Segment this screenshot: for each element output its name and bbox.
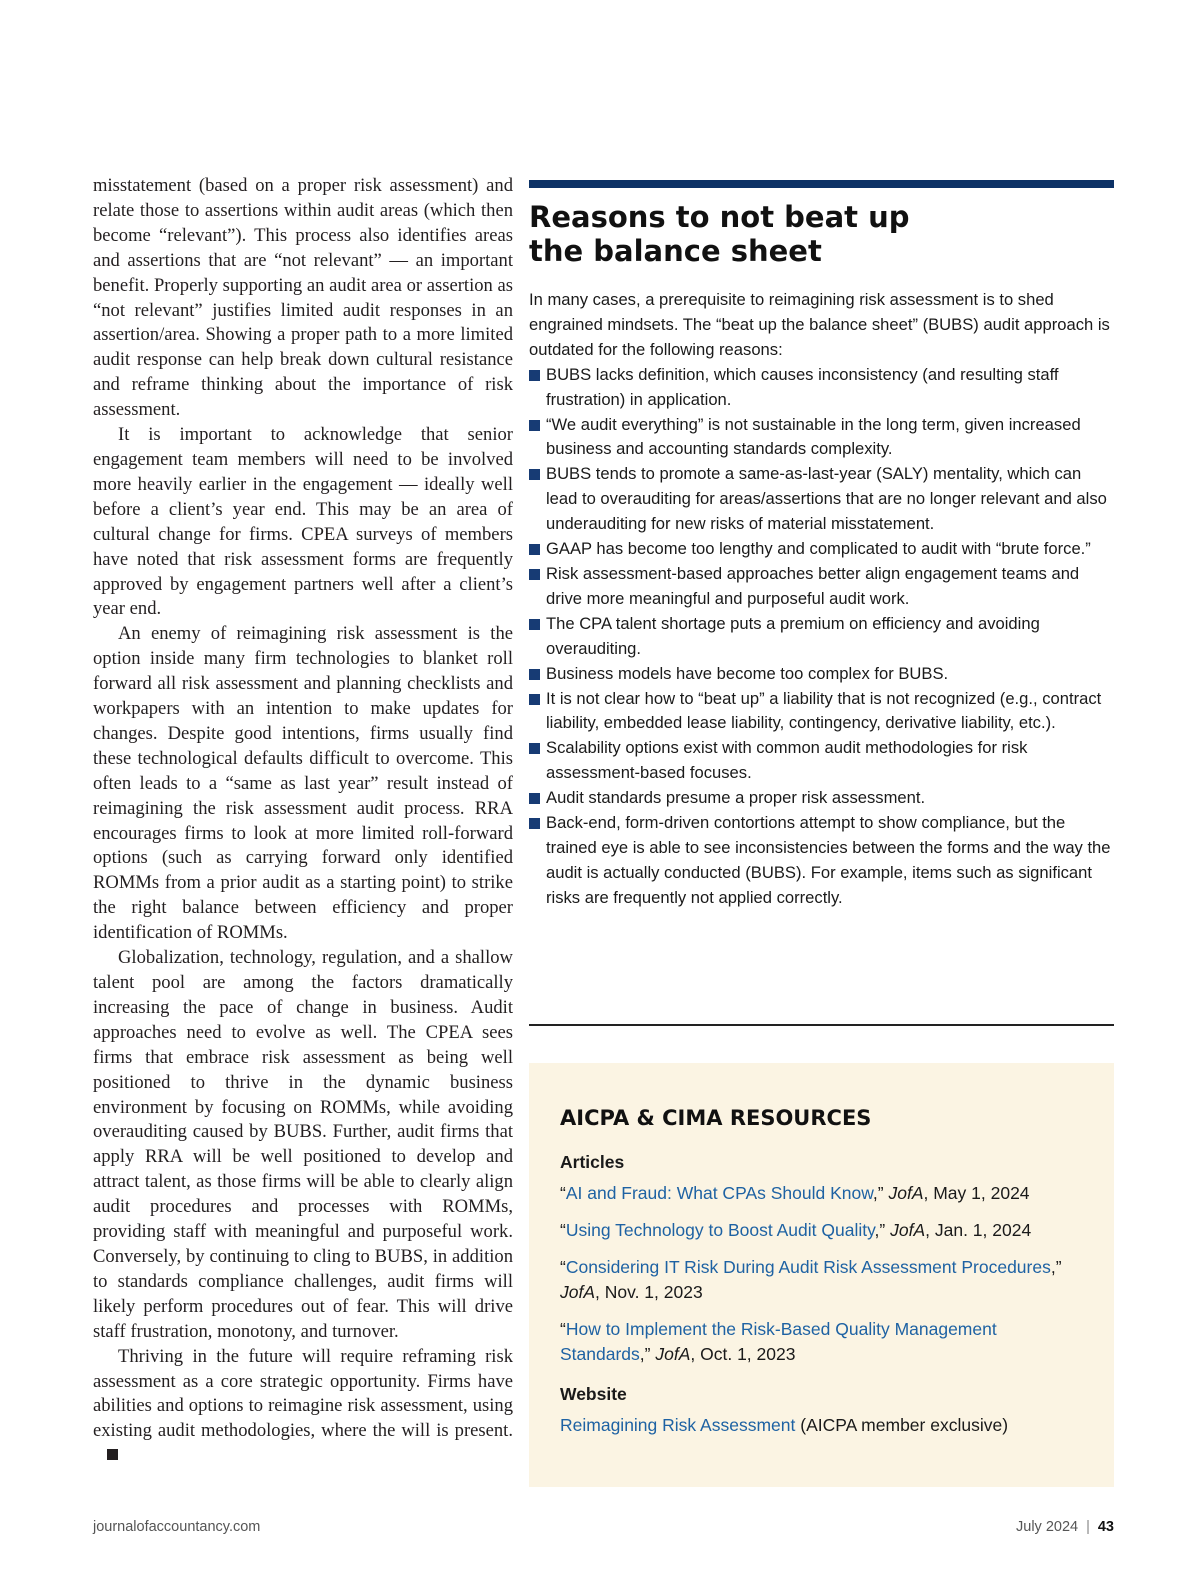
article-column	[93, 174, 513, 1469]
page-number: 43	[1097, 1519, 1114, 1535]
close-quote: ,”	[872, 1183, 884, 1203]
article-paragraph: Globalization, technology, regulation, and a shallow talent pool are among the factors dramatically increasing the pace of change in business. Audit approaches need to evolve as well. The CPEA sees firms that embrace risk assessment as being well positioned to thrive in the dynamic business environment by focusing on ROMMs, while avoiding overauditing caused by BUBS. Further, audit firms that apply RRA will be well positioned to develop and attract talent, as those firms will be able to clearly align audit procedures and processes with ROMMs, providing staff with meaningful and purposeful work. Conversely, by continuing to cling to BUBS, in addition to standards compliance challenges, audit firms will likely perform procedures out of fear. This will drive staff frustration, monotony, and turnover.	[93, 947, 513, 1342]
square-bullet-icon	[529, 569, 540, 580]
footer-issue: July 2024	[1016, 1519, 1079, 1535]
open-quote: “	[560, 1257, 566, 1277]
footer-url[interactable]: journalofaccountancy.com	[93, 1519, 261, 1535]
sidebar-bottom-rule	[529, 1024, 1114, 1026]
reason-text: BUBS tends to promote a same-as-last-year (SALY) mentality, which can lead to overauditing for areas/assertions that are no longer relevant and also underauditing for new risks of material misstatement.	[546, 464, 1107, 534]
footer-separator: |	[1086, 1519, 1090, 1535]
sidebar-title	[529, 200, 1114, 268]
article-date: , Oct. 1, 2023	[690, 1344, 796, 1364]
reason-item	[529, 363, 1114, 413]
website-heading: Website	[560, 1384, 627, 1404]
reason-item	[529, 462, 1114, 537]
reason-item	[529, 811, 1114, 911]
reason-item	[529, 612, 1114, 662]
website-link[interactable]: Reimagining Risk Assessment	[560, 1415, 796, 1435]
square-bullet-icon	[529, 420, 540, 431]
reason-item	[529, 662, 1114, 687]
reason-text: “We audit everything” is not sustainable in the long term, given increased business and accounting standards complexity.	[546, 414, 1081, 459]
reason-text: Back-end, form-driven contortions attempt to show compliance, but the trained eye is able to see inconsistencies between the forms and the way the audit is actually conducted (BUBS). For example, items such as significant risks are frequently not applied correctly.	[546, 813, 1111, 907]
resource-article	[560, 1317, 1090, 1367]
square-bullet-icon	[529, 469, 540, 480]
journal-name: JofA	[655, 1344, 691, 1364]
journal-name: JofA	[890, 1220, 926, 1240]
reason-text: GAAP has become too lengthy and complicated to audit with “brute force.”	[546, 539, 1091, 559]
open-quote: “	[560, 1183, 566, 1203]
final-paragraph-text: Thriving in the future will require reframing risk assessment as a core strategic opportunity. Firms have abilities and options to reimagine risk assessment, using existing audit methodologies, where the will is present.	[93, 1345, 513, 1442]
article-paragraph-final	[93, 1345, 513, 1470]
reason-item	[529, 413, 1114, 463]
article-date: , Nov. 1, 2023	[595, 1282, 703, 1302]
square-bullet-icon	[529, 793, 540, 804]
footer-issue-page	[1016, 1519, 1114, 1535]
reason-text: Business models have become too complex for BUBS.	[546, 663, 949, 683]
sidebar-intro: In many cases, a prerequisite to reimagining risk assessment is to shed engrained mindsets. The “beat up the balance sheet” (BUBS) audit approach is outdated for the following reasons:	[529, 290, 1110, 359]
square-bullet-icon	[529, 669, 540, 680]
reason-text: Scalability options exist with common audit methodologies for risk assessment-based focuses.	[546, 738, 1028, 783]
sidebar-title-line: the balance sheet	[529, 234, 822, 268]
article-paragraph: It is important to acknowledge that senior engagement team members will need to be involved more heavily earlier in the engagement — ideally well before a client’s year end. This may be an area of cultural change for firms. CPEA surveys of members have noted that risk assessment forms are frequently approved by engagement partners well after a client’s year end.	[93, 424, 513, 620]
square-bullet-icon	[529, 743, 540, 754]
website-note: (AICPA member exclusive)	[795, 1415, 1009, 1435]
square-bullet-icon	[529, 370, 540, 381]
square-bullet-icon	[529, 544, 540, 555]
reason-item	[529, 562, 1114, 612]
square-bullet-icon	[529, 818, 540, 829]
article-link[interactable]: How to Implement the Risk-Based Quality Management Standards	[560, 1319, 997, 1364]
reason-text: Audit standards presume a proper risk assessment.	[546, 788, 926, 808]
resources-box	[529, 1063, 1114, 1487]
reason-text: It is not clear how to “beat up” a liability that is not recognized (e.g., contract liability, embedded lease liability, contingency, derivative liability, etc.).	[546, 688, 1102, 733]
reason-item	[529, 786, 1114, 811]
sidebar-top-rule	[529, 180, 1114, 188]
square-bullet-icon	[529, 619, 540, 630]
reason-item	[529, 537, 1114, 562]
open-quote: “	[560, 1319, 566, 1339]
end-of-article-mark	[107, 1449, 118, 1460]
article-link[interactable]: Using Technology to Boost Audit Quality	[565, 1220, 875, 1240]
article-paragraph: misstatement (based on a proper risk assessment) and relate those to assertions within audit areas (which then become “relevant”). This process also identifies areas and assertions that are “not relevant” — an important benefit. Properly supporting an audit area or assertion as “not relevant” justifies limited audit responses in an assertion/area. Showing a proper path to a more limited audit response can help break down cultural resistance and reframe thinking about the importance of risk assessment.	[93, 175, 513, 421]
article-link[interactable]: AI and Fraud: What CPAs Should Know	[565, 1183, 873, 1203]
close-quote: ,”	[874, 1220, 886, 1240]
journal-name: JofA	[888, 1183, 924, 1203]
resources-content	[560, 1101, 1090, 1438]
square-bullet-icon	[529, 694, 540, 705]
reason-item	[529, 736, 1114, 786]
close-quote: ,”	[639, 1344, 651, 1364]
reasons-list	[529, 363, 1114, 911]
close-quote: ,”	[1050, 1257, 1062, 1277]
article-paragraph: An enemy of reimagining risk assessment is the option inside many firm technologies to blanket roll forward all risk assessment and planning checklists and workpapers with an intention to make updates for changes. Despite good intentions, firms usually find these technological defaults difficult to overcome. This often leads to a “same as last year” result instead of reimagining the risk assessment audit process. RRA encourages firms to look at more limited roll-forward options (such as carrying forward only identified ROMMs from a prior audit as a starting point) to strike the right balance between efficiency and proper identification of ROMMs.	[93, 623, 513, 944]
sidebar-body	[529, 288, 1114, 911]
reason-text: The CPA talent shortage puts a premium on efficiency and avoiding overauditing.	[546, 613, 1040, 658]
reason-text: BUBS lacks definition, which causes inconsistency (and resulting staff frustration) in application.	[546, 364, 1059, 409]
article-link[interactable]: Considering IT Risk During Audit Risk Assessment Procedures	[565, 1257, 1051, 1277]
resource-article	[560, 1218, 1090, 1243]
articles-heading: Articles	[560, 1152, 625, 1172]
sidebar-title-line: Reasons to not beat up	[529, 200, 910, 234]
reason-text: Risk assessment-based approaches better align engagement teams and drive more meaningful and purposeful audit work.	[546, 563, 1080, 608]
resources-title: AICPA & CIMA RESOURCES	[560, 1106, 872, 1130]
resource-article	[560, 1181, 1090, 1206]
resource-website	[560, 1413, 1090, 1438]
article-date: , May 1, 2024	[923, 1183, 1030, 1203]
reason-item	[529, 687, 1114, 737]
open-quote: “	[560, 1220, 566, 1240]
article-date: , Jan. 1, 2024	[925, 1220, 1032, 1240]
journal-name: JofA	[560, 1282, 596, 1302]
resource-article	[560, 1255, 1090, 1305]
